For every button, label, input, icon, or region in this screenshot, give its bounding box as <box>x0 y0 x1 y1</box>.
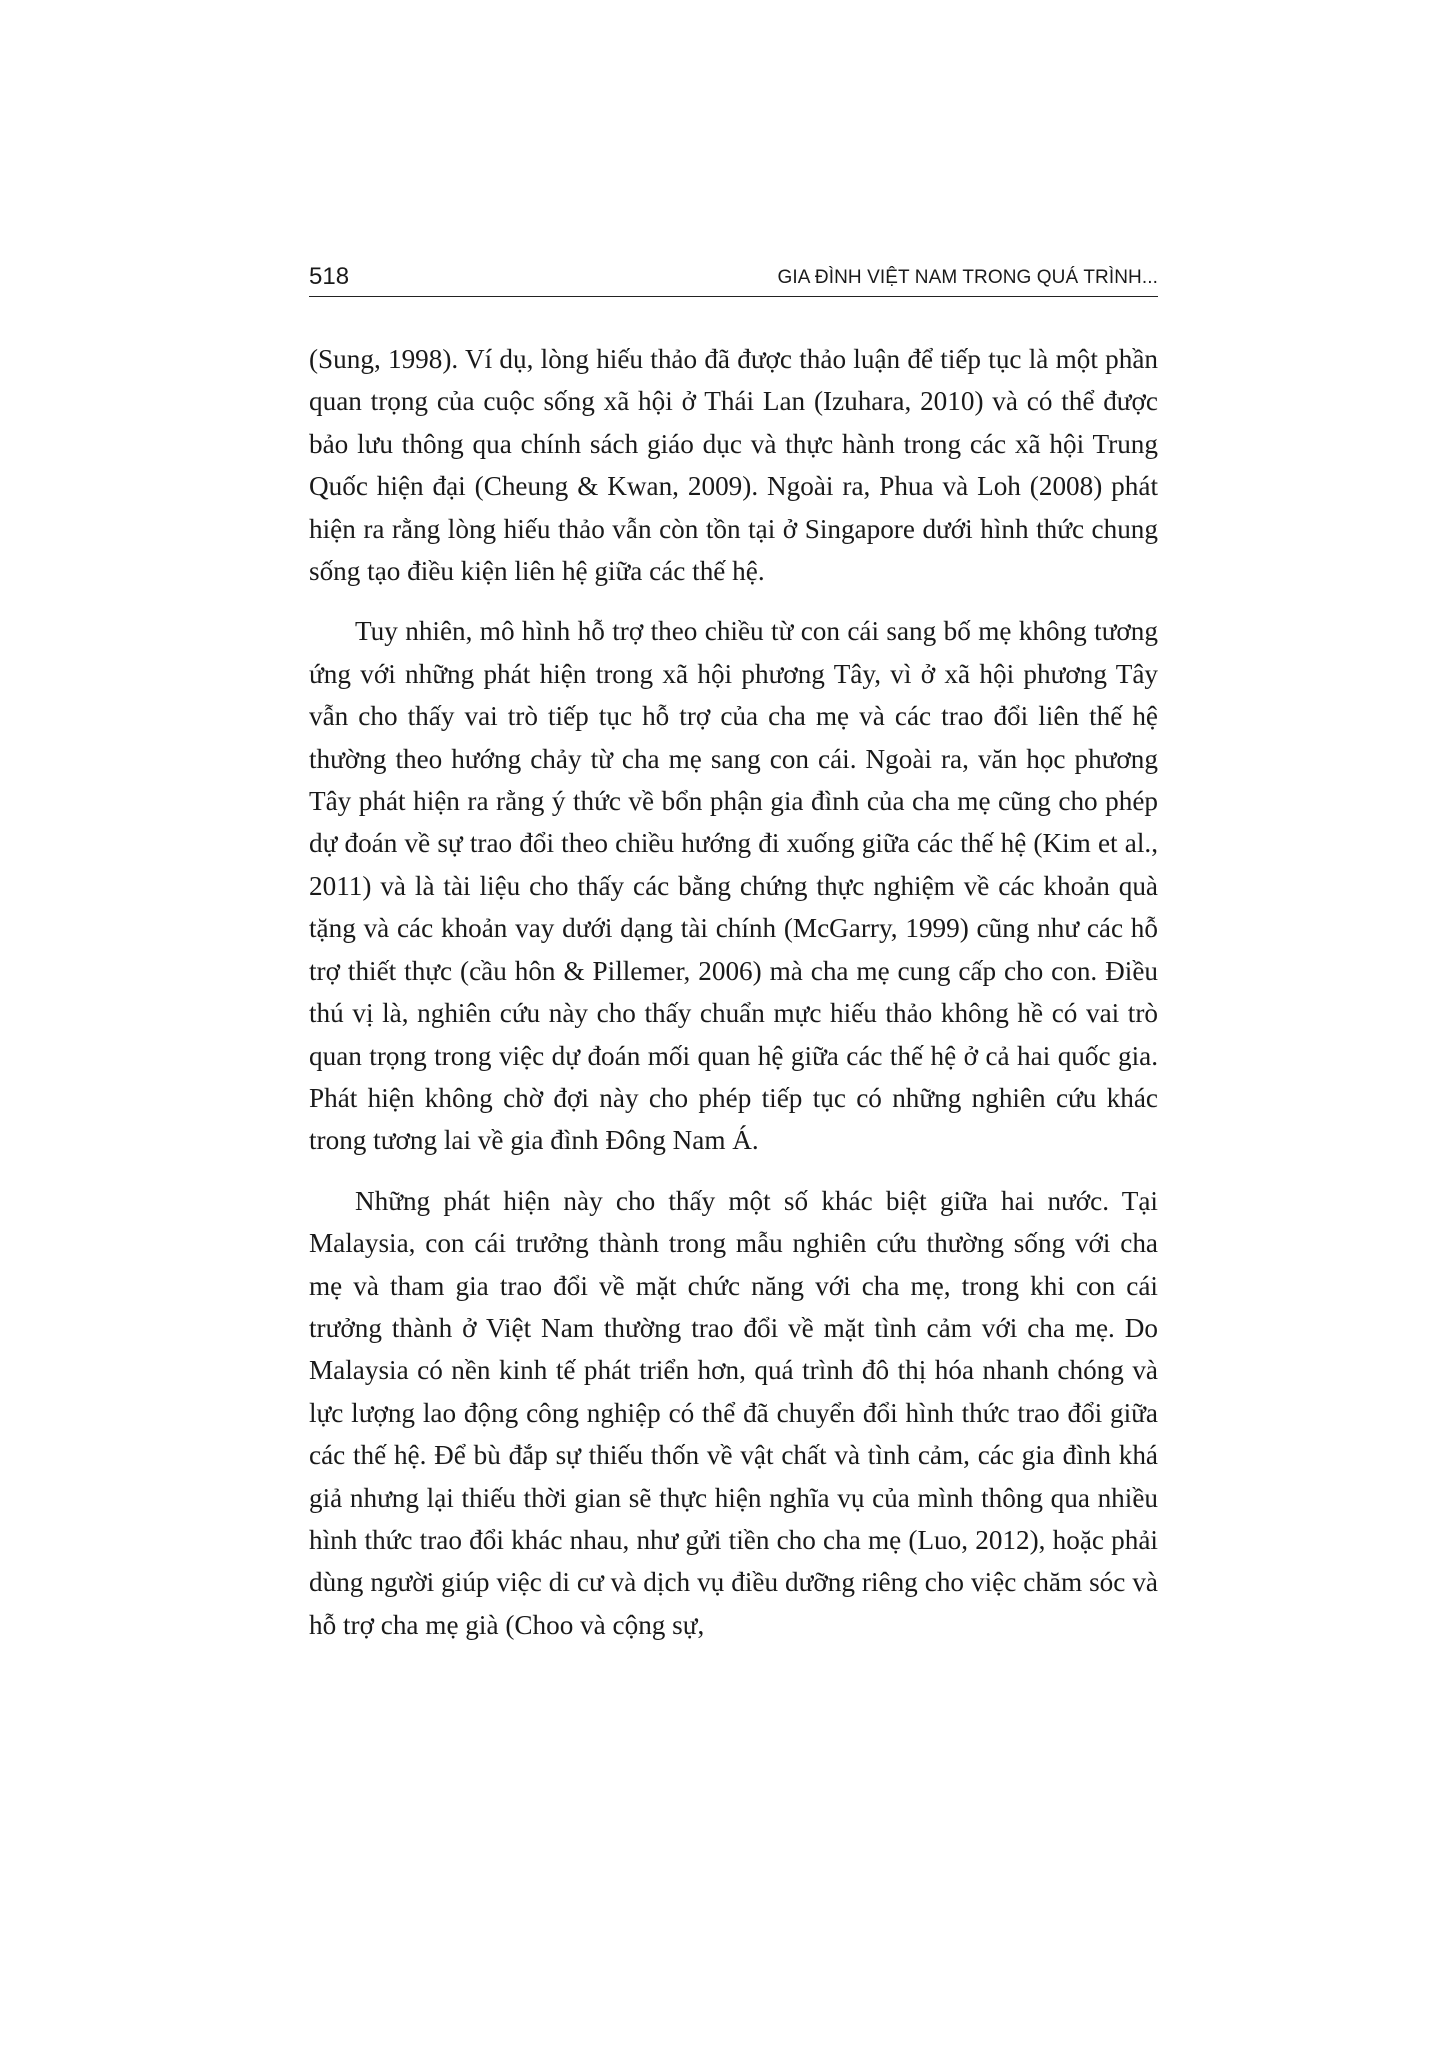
page-header <box>309 262 1158 297</box>
paragraph-3: Những phát hiện này cho thấy một số khác biệt giữa hai nước. Tại Malaysia, con cái trưởng thành trong mẫu nghiên cứu thường sống với cha mẹ và tham gia trao đổi về mặt chức năng với cha mẹ, trong khi con cái trưởng thành ở Việt Nam thường trao đổi về mặt tình cảm với cha mẹ. Do Malaysia có nền kinh tế phát triển hơn, quá trình đô thị hóa nhanh chóng và lực lượng lao động công nghiệp có thể đã chuyển đổi hình thức trao đổi giữa các thế hệ. Để bù đắp sự thiếu thốn về vật chất và tình cảm, các gia đình khá giả nhưng lại thiếu thời gian sẽ thực hiện nghĩa vụ của mình thông qua nhiều hình thức trao đổi khác nhau, như gửi tiền cho cha mẹ (Luo, 2012), hoặc phải dùng người giúp việc di cư và dịch vụ điều dưỡng riêng cho việc chăm sóc và hỗ trợ cha mẹ già (Choo và cộng sự, <box>309 1185 1158 1640</box>
running-title: GIA ĐÌNH VIỆT NAM TRONG QUÁ TRÌNH... <box>777 267 1158 288</box>
paragraph-2: Tuy nhiên, mô hình hỗ trợ theo chiều từ con cái sang bố mẹ không tương ứng với những phát hiện trong xã hội phương Tây, vì ở xã hội phương Tây vẫn cho thấy vai trò tiếp tục hỗ trợ của cha mẹ và các trao đổi liên thế hệ thường theo hướng chảy từ cha mẹ sang con cái. Ngoài ra, văn học phương Tây phát hiện ra rằng ý thức về bổn phận gia đình của cha mẹ cũng cho phép dự đoán về sự trao đổi theo chiều hướng đi xuống giữa các thế hệ (Kim et al., 2011) và là tài liệu cho thấy các bằng chứng thực nghiệm về các khoản quà tặng và các khoản vay dưới dạng tài chính (McGarry, 1999) cũng như các hỗ trợ thiết thực (cầu hôn & Pillemer, 2006) mà cha mẹ cung cấp cho con. Điều thú vị là, nghiên cứu này cho thấy chuẩn mực hiếu thảo không hề có vai trò quan trọng trong việc dự đoán mối quan hệ giữa các thế hệ ở cả hai quốc gia. Phát hiện không chờ đợi này cho phép tiếp tục có những nghiên cứu khác trong tương lai về gia đình Đông Nam Á. <box>309 616 1158 1156</box>
body-text <box>309 338 1158 1646</box>
page-number: 518 <box>309 263 350 290</box>
paragraph-1: (Sung, 1998). Ví dụ, lòng hiếu thảo đã được thảo luận để tiếp tục là một phần quan trọng của cuộc sống xã hội ở Thái Lan (Izuhara, 2010) và có thể được bảo lưu thông qua chính sách giáo dục và thực hành trong các xã hội Trung Quốc hiện đại (Cheung & Kwan, 2009). Ngoài ra, Phua và Loh (2008) phát hiện ra rằng lòng hiếu thảo vẫn còn tồn tại ở Singapore dưới hình thức chung sống tạo điều kiện liên hệ giữa các thế hệ. <box>309 344 1158 587</box>
